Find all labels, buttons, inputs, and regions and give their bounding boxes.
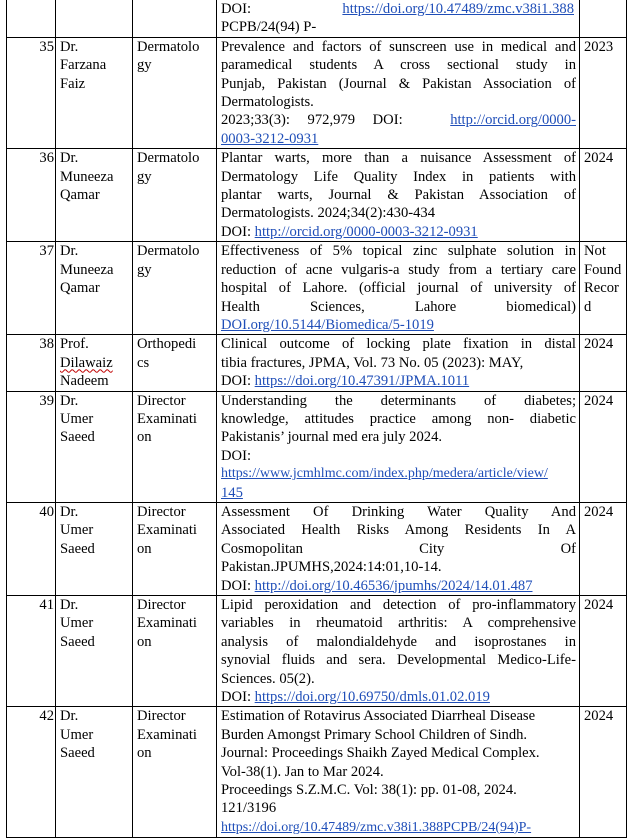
- publication-line: Lipid peroxidation and detection of pro-inflammatory: [221, 597, 576, 613]
- doi-link[interactable]: https://doi.org/10.47489/zmc.v38i1.388: [342, 1, 574, 17]
- serial-cell: 36: [7, 149, 56, 242]
- department-line: Examinati: [137, 615, 197, 632]
- author-name-line: Dr.: [60, 150, 79, 167]
- publication-line: synovial fluids and sera. Developmental Medico-Life-: [221, 652, 576, 669]
- author-name-line: Umer: [60, 410, 94, 427]
- author-name-line: Qamar: [60, 280, 100, 297]
- year-cell: [580, 335, 627, 391]
- year-cell: [580, 149, 627, 242]
- doi-line: [221, 577, 576, 595]
- department-line: Dermatolo: [137, 243, 200, 260]
- orcid-link-continued[interactable]: 0003-3212-0931: [221, 130, 319, 147]
- doi-link[interactable]: http://doi.org/10.46536/jpumhs/2024/14.01.487: [254, 577, 533, 594]
- table-row: [7, 707, 627, 838]
- publication-line: Dermatology Life Quality Index in patients with: [221, 168, 576, 185]
- publication-cell: [217, 335, 580, 391]
- publication-line: Associated Health Risks Among Residents In A: [221, 522, 576, 539]
- publication-line: Proceedings S.Z.M.C. Vol: 38(1): pp. 01-08, 2024.: [221, 782, 517, 799]
- author-cell: [56, 391, 133, 502]
- doi-label: DOI:: [221, 1, 251, 17]
- author-name-line: Muneeza: [60, 168, 114, 185]
- publication-line: 2023;33(3): 972,979 DOI:: [221, 112, 403, 129]
- table-row: [7, 596, 627, 707]
- doi-line: [221, 688, 576, 706]
- author-name-line: Dr.: [60, 503, 79, 520]
- publication-line: reduction of acne vulgaris-a study from a tertiary care: [221, 261, 576, 278]
- serial-cell: 39: [7, 391, 56, 502]
- table-row: [7, 391, 627, 502]
- author-name-line: Faiz: [60, 75, 86, 92]
- department-line: on: [137, 745, 152, 762]
- publication-cell: [217, 0, 580, 37]
- publication-cell: [217, 391, 580, 502]
- department-line: Examinati: [137, 410, 197, 427]
- year-value: 2024: [584, 336, 614, 353]
- author-name-line: Dilawaiz: [60, 354, 113, 371]
- department-line: Dermatolo: [137, 150, 200, 167]
- department-cell: [133, 502, 217, 595]
- department-line: cs: [137, 354, 150, 371]
- article-link-continued[interactable]: 145: [221, 484, 243, 501]
- publication-line: Burden Amongst Primary School Children of Sindh.: [221, 726, 528, 743]
- author-name-line: Farzana: [60, 57, 107, 74]
- year-cell: [580, 0, 627, 37]
- publication-cell: [217, 242, 580, 335]
- serial-cell: 42: [7, 707, 56, 838]
- year-cell: [580, 391, 627, 502]
- author-name-line: Umer: [60, 726, 94, 743]
- year-cell: [580, 502, 627, 595]
- publication-line: PCPB/24(94) P-: [221, 19, 317, 36]
- department-line: Director: [137, 597, 186, 613]
- orcid-link[interactable]: http://orcid.org/0000-: [450, 112, 576, 129]
- department-line: gy: [137, 57, 152, 74]
- publication-cell: [217, 37, 580, 148]
- author-name-line: Nadeem: [60, 373, 109, 390]
- department-line: Dermatolo: [137, 38, 200, 55]
- publication-line: Assessment Of Drinking Water Quality And: [221, 503, 576, 520]
- year-value: 2024: [584, 708, 614, 725]
- doi-label: DOI:: [221, 447, 251, 464]
- author-name-line: Dr.: [60, 597, 79, 613]
- publication-line: tibia fractures, JPMA, Vol. 73 No. 05 (2023): MAY,: [221, 354, 524, 371]
- author-name-line: Dr.: [60, 392, 79, 409]
- department-cell: [133, 0, 217, 37]
- serial-cell: 40: [7, 502, 56, 595]
- serial-cell: 37: [7, 242, 56, 335]
- publications-table: [6, 0, 627, 838]
- year-value: Found: [584, 261, 622, 278]
- department-line: on: [137, 633, 152, 650]
- doi-label: DOI:: [221, 373, 251, 390]
- publication-line: Pakistan.JPUMHS,2024:14:01,10-14.: [221, 559, 442, 576]
- author-cell: [56, 596, 133, 707]
- author-name-line: Dr.: [60, 38, 79, 55]
- publication-line: Health Sciences, Lahore biomedical): [221, 298, 576, 315]
- author-name-line: Dr.: [60, 708, 79, 725]
- publication-line: hospital of Lahore. (official journal of university of: [221, 280, 576, 297]
- publication-line: 121/3196: [221, 800, 277, 817]
- publication-line: paramedical students A cross sectional study in: [221, 57, 576, 74]
- publication-line: Estimation of Rotavirus Associated Diarrheal Disease: [221, 708, 536, 725]
- publication-line: Vol-38(1). Jan to Mar 2024.: [221, 763, 384, 780]
- doi-link[interactable]: https://doi.org/10.47489/zmc.v38i1.388PCPB/24(94)P-: [221, 819, 532, 835]
- publication-cell: [217, 149, 580, 242]
- orcid-link[interactable]: http://orcid.org/0000-0003-3212-0931: [254, 223, 478, 240]
- author-cell: [56, 37, 133, 148]
- year-cell: [580, 707, 627, 838]
- author-name-line: Umer: [60, 522, 94, 539]
- doi-line: [221, 223, 576, 241]
- department-line: Director: [137, 503, 186, 520]
- table-row: [7, 335, 627, 391]
- publication-line: Plantar warts, more than a nuisance Assessment of: [221, 150, 576, 167]
- doi-label: DOI:: [221, 577, 251, 594]
- department-cell: [133, 335, 217, 391]
- publication-line: Dermatologists. 2024;34(2):430-434: [221, 205, 436, 222]
- publication-line: Clinical outcome of locking plate fixation in distal: [221, 336, 576, 353]
- year-value: 2023: [584, 38, 614, 55]
- author-cell: [56, 502, 133, 595]
- table-row: [7, 0, 627, 37]
- publication-line: Prevalence and factors of sunscreen use in medical and: [221, 38, 576, 55]
- serial-cell: 41: [7, 596, 56, 707]
- author-name-line: Dr.: [60, 243, 79, 260]
- author-cell: [56, 149, 133, 242]
- author-name-line: Saeed: [60, 633, 95, 650]
- table-row: [7, 37, 627, 148]
- department-cell: [133, 149, 217, 242]
- publication-line: Understanding the determinants of diabetes;: [221, 392, 576, 409]
- year-cell: [580, 242, 627, 335]
- author-name-line: Prof.: [60, 336, 89, 353]
- doi-line: [221, 372, 576, 390]
- department-line: Director: [137, 392, 186, 409]
- year-cell: [580, 37, 627, 148]
- department-cell: [133, 391, 217, 502]
- author-name-line: Saeed: [60, 540, 95, 557]
- doi-label: DOI:: [221, 689, 251, 706]
- publication-line: variables in rheumatoid arthritis: A comprehensive: [221, 615, 576, 632]
- publication-line: Cosmopolitan City Of: [221, 540, 576, 557]
- publication-line: Effectiveness of 5% topical zinc sulphate solution in: [221, 243, 576, 260]
- publication-line: Journal: Proceedings Shaikh Zayed Medical Complex.: [221, 745, 540, 762]
- author-cell: [56, 335, 133, 391]
- publication-cell: [217, 707, 580, 838]
- doi-line: [221, 111, 576, 129]
- publication-cell: [217, 596, 580, 707]
- publication-line: Sciences. 05(2).: [221, 670, 315, 687]
- year-cell: [580, 596, 627, 707]
- year-value: 2024: [584, 392, 614, 409]
- doi-link[interactable]: https://doi.org/10.47391/JPMA.1011: [254, 373, 470, 390]
- author-name-line: Saeed: [60, 429, 95, 446]
- department-line: gy: [137, 168, 152, 185]
- publication-line: Pakistanis’ journal med era july 2024.: [221, 429, 443, 446]
- publication-line: Punjab, Pakistan (Journal & Pakistan Association of: [221, 75, 576, 92]
- serial-cell: 35: [7, 37, 56, 148]
- year-value: 2024: [584, 503, 614, 520]
- publication-line: plantar warts, Journal & Pakistan Association of: [221, 187, 576, 204]
- author-cell: [56, 0, 133, 37]
- department-cell: [133, 242, 217, 335]
- table-row: [7, 149, 627, 242]
- department-cell: [133, 596, 217, 707]
- author-cell: [56, 242, 133, 335]
- article-link[interactable]: https://www.jcmhlmc.com/index.php/medera/article/view/: [221, 466, 548, 482]
- doi-link[interactable]: DOI.org/10.5144/Biomedica/5-1019: [221, 316, 434, 333]
- publication-line: knowledge, attitudes practice among non- diabetic: [221, 410, 576, 427]
- year-value: Recor: [584, 280, 619, 297]
- department-line: Orthopedi: [137, 336, 197, 353]
- doi-label: DOI:: [221, 223, 251, 240]
- department-line: on: [137, 429, 152, 446]
- year-value: d: [584, 298, 592, 315]
- serial-cell: [7, 0, 56, 37]
- publication-cell: [217, 502, 580, 595]
- table-row: [7, 242, 627, 335]
- table-row: [7, 502, 627, 595]
- department-line: gy: [137, 261, 152, 278]
- publication-line: Dermatologists.: [221, 94, 314, 111]
- department-line: Examinati: [137, 522, 197, 539]
- publication-line: analysis of malondialdehyde and isoprostanes in: [221, 633, 576, 650]
- year-value: 2024: [584, 597, 614, 613]
- department-cell: [133, 707, 217, 838]
- doi-link[interactable]: https://doi.org/10.69750/dmls.01.02.019: [254, 689, 490, 706]
- serial-cell: 38: [7, 335, 56, 391]
- department-line: Director: [137, 708, 186, 725]
- year-value: Not: [584, 243, 606, 260]
- department-cell: [133, 37, 217, 148]
- author-name-line: Saeed: [60, 745, 95, 762]
- year-value: 2024: [584, 150, 614, 167]
- author-name-line: Umer: [60, 615, 94, 632]
- department-line: Examinati: [137, 726, 197, 743]
- author-cell: [56, 707, 133, 838]
- author-name-line: Qamar: [60, 187, 100, 204]
- author-name-line: Muneeza: [60, 261, 114, 278]
- department-line: on: [137, 540, 152, 557]
- doi-line: [221, 0, 576, 18]
